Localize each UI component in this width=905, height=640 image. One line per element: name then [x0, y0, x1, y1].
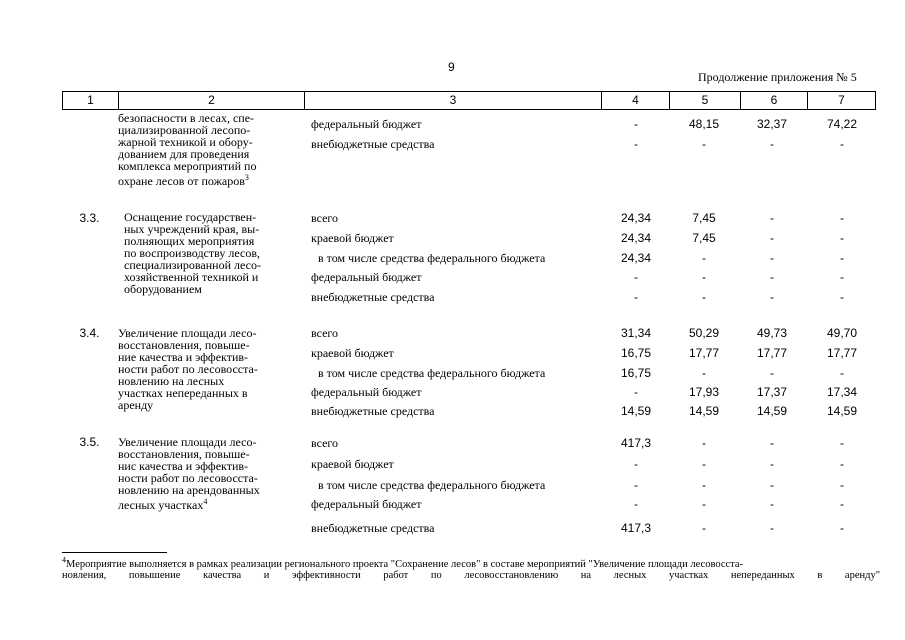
title-line: ности работ по лесовосста- — [118, 471, 258, 485]
footnote-ref: 3 — [244, 173, 249, 182]
value-col-4: 24,34 — [620, 231, 652, 245]
value-col-4: - — [634, 478, 638, 492]
header-col-7: 7 — [838, 93, 845, 107]
value-col-5: 7,45 — [692, 211, 716, 225]
value-col-7: 49,70 — [826, 326, 858, 340]
header-col-1: 1 — [87, 93, 94, 107]
value-col-6: - — [770, 478, 774, 492]
value-col-4: 24,34 — [620, 211, 652, 225]
value-col-5: - — [702, 366, 706, 380]
value-col-6: 17,37 — [756, 385, 788, 399]
value-col-5: - — [702, 251, 706, 265]
header-col-6: 6 — [770, 93, 778, 107]
value-col-6: - — [770, 251, 774, 265]
appendix-continuation-note: Продолжение приложения № 5 — [698, 70, 857, 84]
header-col-5: 5 — [701, 93, 709, 107]
value-col-7: - — [840, 270, 844, 284]
header-col-2: 2 — [208, 93, 215, 107]
value-col-7: 14,59 — [826, 404, 858, 418]
value-col-4: 417,3 — [620, 521, 652, 535]
title-line: нис качества и эффектив- — [118, 459, 249, 473]
value-col-7: - — [840, 366, 844, 380]
value-col-6: - — [770, 497, 774, 511]
value-col-5: - — [702, 290, 706, 304]
title-line: по воспроизводству лесов, — [124, 246, 260, 260]
funding-source-label: всего — [311, 326, 339, 340]
footnote-ref: 4 — [203, 497, 208, 506]
value-col-6: 49,73 — [756, 326, 788, 340]
value-col-7: - — [840, 457, 844, 471]
value-col-7: - — [840, 497, 844, 511]
value-col-6: - — [770, 211, 774, 225]
row-number: 3.4. — [79, 326, 100, 340]
value-col-5: - — [702, 137, 706, 151]
funding-source-label: краевой бюджет — [311, 457, 394, 471]
funding-source-label: федеральный бюджет — [311, 117, 422, 131]
value-col-4: - — [634, 385, 638, 399]
title-line: Увеличение площади лесо- — [118, 435, 257, 449]
value-col-6: - — [770, 521, 774, 535]
value-col-6: - — [770, 290, 774, 304]
title-line: полняющих мероприятия — [124, 234, 255, 248]
footnote — [62, 554, 880, 581]
value-col-4: 14,59 — [620, 404, 652, 418]
funding-source-label: федеральный бюджет — [311, 270, 422, 284]
value-col-5: 17,77 — [688, 346, 720, 360]
title-line: комплекса мероприятий по — [118, 159, 257, 173]
value-col-7: 17,77 — [826, 346, 858, 360]
title-line: ности работ по лесовосста- — [118, 362, 258, 376]
title-line: хозяйственной техникой и — [124, 270, 259, 284]
value-col-6: - — [770, 231, 774, 245]
value-col-4: - — [634, 497, 638, 511]
footnote-line-1: Мероприятие выполняется в рамках реализации регионального проекта "Сохранение лесов" в составе мероприятий "Увеличение площади лесовосста- — [66, 558, 744, 570]
title-line: новлению на арендованных — [118, 483, 260, 497]
value-col-5: - — [702, 478, 706, 492]
title-line: охране лесов от пожаров — [118, 174, 245, 188]
measure-title — [118, 436, 260, 511]
funding-source-label: краевой бюджет — [311, 346, 394, 360]
title-line: участках непереданных в — [118, 386, 248, 400]
value-col-5: 17,93 — [688, 385, 720, 399]
measure-title — [124, 211, 261, 295]
value-col-7: - — [840, 436, 844, 450]
value-col-4: - — [634, 270, 638, 284]
funding-source-label: федеральный бюджет — [311, 497, 422, 511]
measure-title — [118, 327, 258, 411]
funding-source-label: внебюджетные средства — [311, 137, 435, 151]
value-col-7: - — [840, 137, 844, 151]
title-line: Увеличение площади лесо- — [118, 326, 257, 340]
value-col-4: 31,34 — [620, 326, 652, 340]
title-line: аренду — [118, 398, 154, 412]
value-col-6: - — [770, 436, 774, 450]
value-col-6: 32,37 — [756, 117, 788, 131]
title-line: новлению на лесных — [118, 374, 225, 388]
title-line: дованием для проведения — [118, 147, 250, 161]
title-line: восстановления, повыше- — [118, 338, 250, 352]
value-col-5: 14,59 — [688, 404, 720, 418]
value-col-7: - — [840, 521, 844, 535]
header-col-4: 4 — [632, 93, 639, 107]
value-col-6: - — [770, 457, 774, 471]
value-col-7: - — [840, 211, 844, 225]
page-number: 9 — [448, 60, 455, 74]
value-col-4: - — [634, 117, 638, 131]
value-col-5: - — [702, 521, 706, 535]
value-col-4: 16,75 — [620, 346, 652, 360]
continued-measure-title — [118, 112, 256, 187]
value-col-6: - — [770, 270, 774, 284]
footnote-rule — [62, 552, 167, 553]
value-col-4: - — [634, 137, 638, 151]
value-col-7: - — [840, 290, 844, 304]
title-line: восстановления, повыше- — [118, 447, 250, 461]
value-col-7: - — [840, 478, 844, 492]
value-col-5: - — [702, 270, 706, 284]
title-line: специализированной лесо- — [124, 258, 261, 272]
title-line: жарной техникой и обору- — [118, 135, 253, 149]
value-col-6: - — [770, 366, 774, 380]
title-line: лесных участках — [118, 498, 204, 512]
value-col-4: 24,34 — [620, 251, 652, 265]
value-col-4: - — [634, 457, 638, 471]
value-col-4: - — [634, 290, 638, 304]
funding-source-label: всего — [311, 436, 339, 450]
value-col-5: 48,15 — [688, 117, 720, 131]
title-line: оборудованием — [124, 282, 202, 296]
value-col-6: 14,59 — [756, 404, 788, 418]
title-line: ние качества и эффектив- — [118, 350, 249, 364]
header-col-3: 3 — [449, 93, 457, 107]
value-col-7: - — [840, 231, 844, 245]
title-line: циализированной лесопо- — [118, 123, 251, 137]
value-col-5: 7,45 — [692, 231, 716, 245]
value-col-7: 17,34 — [826, 385, 858, 399]
value-col-6: 17,77 — [756, 346, 788, 360]
value-col-5: - — [702, 497, 706, 511]
value-col-6: - — [770, 137, 774, 151]
footnote-line-2: новления, повышение качества и эффективности работ по лесовосстановлению на лесных участках непереданных в аренду" — [62, 569, 880, 581]
title-line: ных учреждений края, вы- — [124, 222, 260, 236]
funding-source-label: внебюджетные средства — [311, 290, 435, 304]
table-header-row — [62, 91, 876, 110]
funding-source-label: всего — [311, 211, 339, 225]
funding-source-label: в том числе средства федерального бюджета — [318, 478, 546, 492]
funding-source-label: внебюджетные средства — [311, 404, 435, 418]
value-col-7: 74,22 — [826, 117, 858, 131]
value-col-4: 16,75 — [620, 366, 652, 380]
funding-source-label: в том числе средства федерального бюджета — [318, 251, 546, 265]
row-number: 3.3. — [79, 211, 100, 225]
funding-source-label: федеральный бюджет — [311, 385, 422, 399]
value-col-5: - — [702, 457, 706, 471]
row-number: 3.5. — [79, 435, 100, 449]
value-col-5: 50,29 — [688, 326, 720, 340]
funding-source-label: краевой бюджет — [311, 231, 394, 245]
value-col-7: - — [840, 251, 844, 265]
title-line: безопасности в лесах, спе- — [118, 111, 255, 125]
value-col-4: 417,3 — [620, 436, 652, 450]
title-line: Оснащение государствен- — [124, 210, 257, 224]
funding-source-label: в том числе средства федерального бюджета — [318, 366, 546, 380]
value-col-5: - — [702, 436, 706, 450]
funding-source-label: внебюджетные средства — [311, 521, 435, 535]
footnote-marker: 4 — [62, 555, 66, 564]
